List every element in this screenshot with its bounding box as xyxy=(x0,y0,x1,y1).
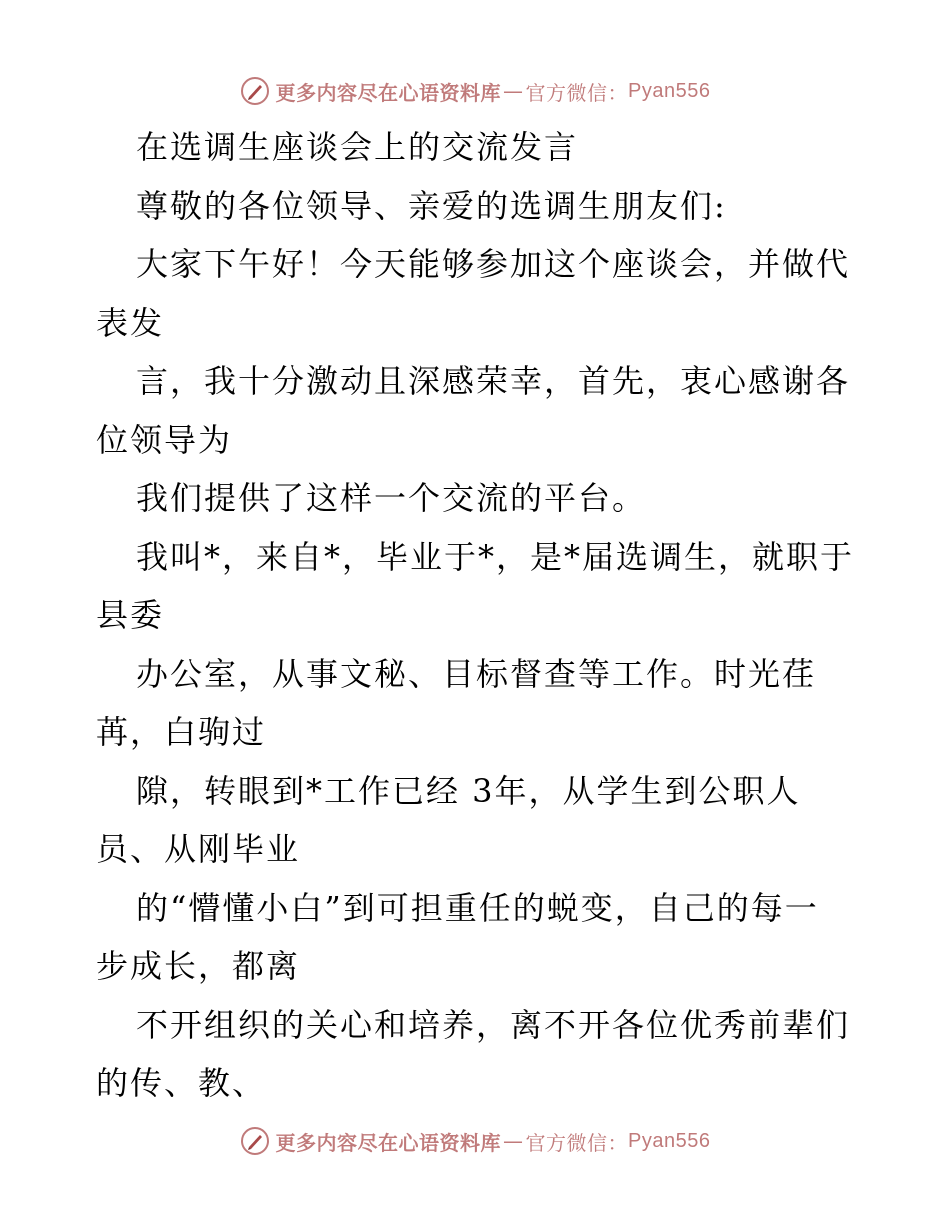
document-title: 在选调生座谈会上的交流发言 xyxy=(136,128,579,166)
text-line: 员、从刚毕业 xyxy=(96,830,301,868)
quill-logo-icon xyxy=(240,1126,270,1156)
text-line: 尊敬的各位领导、亲爱的选调生朋友们: xyxy=(136,186,727,225)
text-line: 步成长，都离 xyxy=(96,947,301,985)
text-line: 苒，白驹过 xyxy=(96,713,267,751)
text-line: 我叫*，来自*，毕业于*，是*届选调生，就职于 xyxy=(136,537,855,576)
banner-wechat-handle: Pyan556 xyxy=(628,79,711,102)
text-line: 不开组织的关心和培养，离不开各位优秀前辈们 xyxy=(136,1005,851,1044)
banner-separator: — xyxy=(503,79,524,103)
banner-wechat-label: 官方微信： xyxy=(525,1130,629,1155)
text-line: 的传、教、 xyxy=(96,1064,267,1102)
banner-separator: — xyxy=(503,1129,524,1153)
text-line: 的“懵懂小白”到可担重任的蜕变，自己的每一 xyxy=(136,888,819,927)
header-banner xyxy=(0,71,950,111)
quill-logo-icon xyxy=(240,76,270,106)
text-line: 言，我十分激动且深感荣幸，首先，衷心感谢各 xyxy=(136,362,851,400)
banner-wechat-label: 官方微信： xyxy=(525,80,629,105)
footer-banner xyxy=(0,1121,950,1161)
banner-lead-text: 更多内容尽在心语资料库 xyxy=(275,1130,502,1155)
banner-wechat-handle: Pyan556 xyxy=(628,1129,711,1152)
text-line: 隙，转眼到*工作已经 3年，从学生到公职人 xyxy=(136,771,801,810)
text-line: 县委 xyxy=(96,596,165,634)
text-line: 办公室，从事文秘、目标督查等工作。时光荏 xyxy=(136,654,817,693)
document-body xyxy=(96,118,856,1113)
text-line: 我们提供了这样一个交流的平台。 xyxy=(136,479,647,517)
text-line: 表发 xyxy=(96,303,165,342)
text-line: 大家下午好！今天能够参加这个座谈会，并做代 xyxy=(136,245,851,283)
text-line: 位领导为 xyxy=(96,420,233,459)
banner-lead-text: 更多内容尽在心语资料库 xyxy=(275,80,502,105)
